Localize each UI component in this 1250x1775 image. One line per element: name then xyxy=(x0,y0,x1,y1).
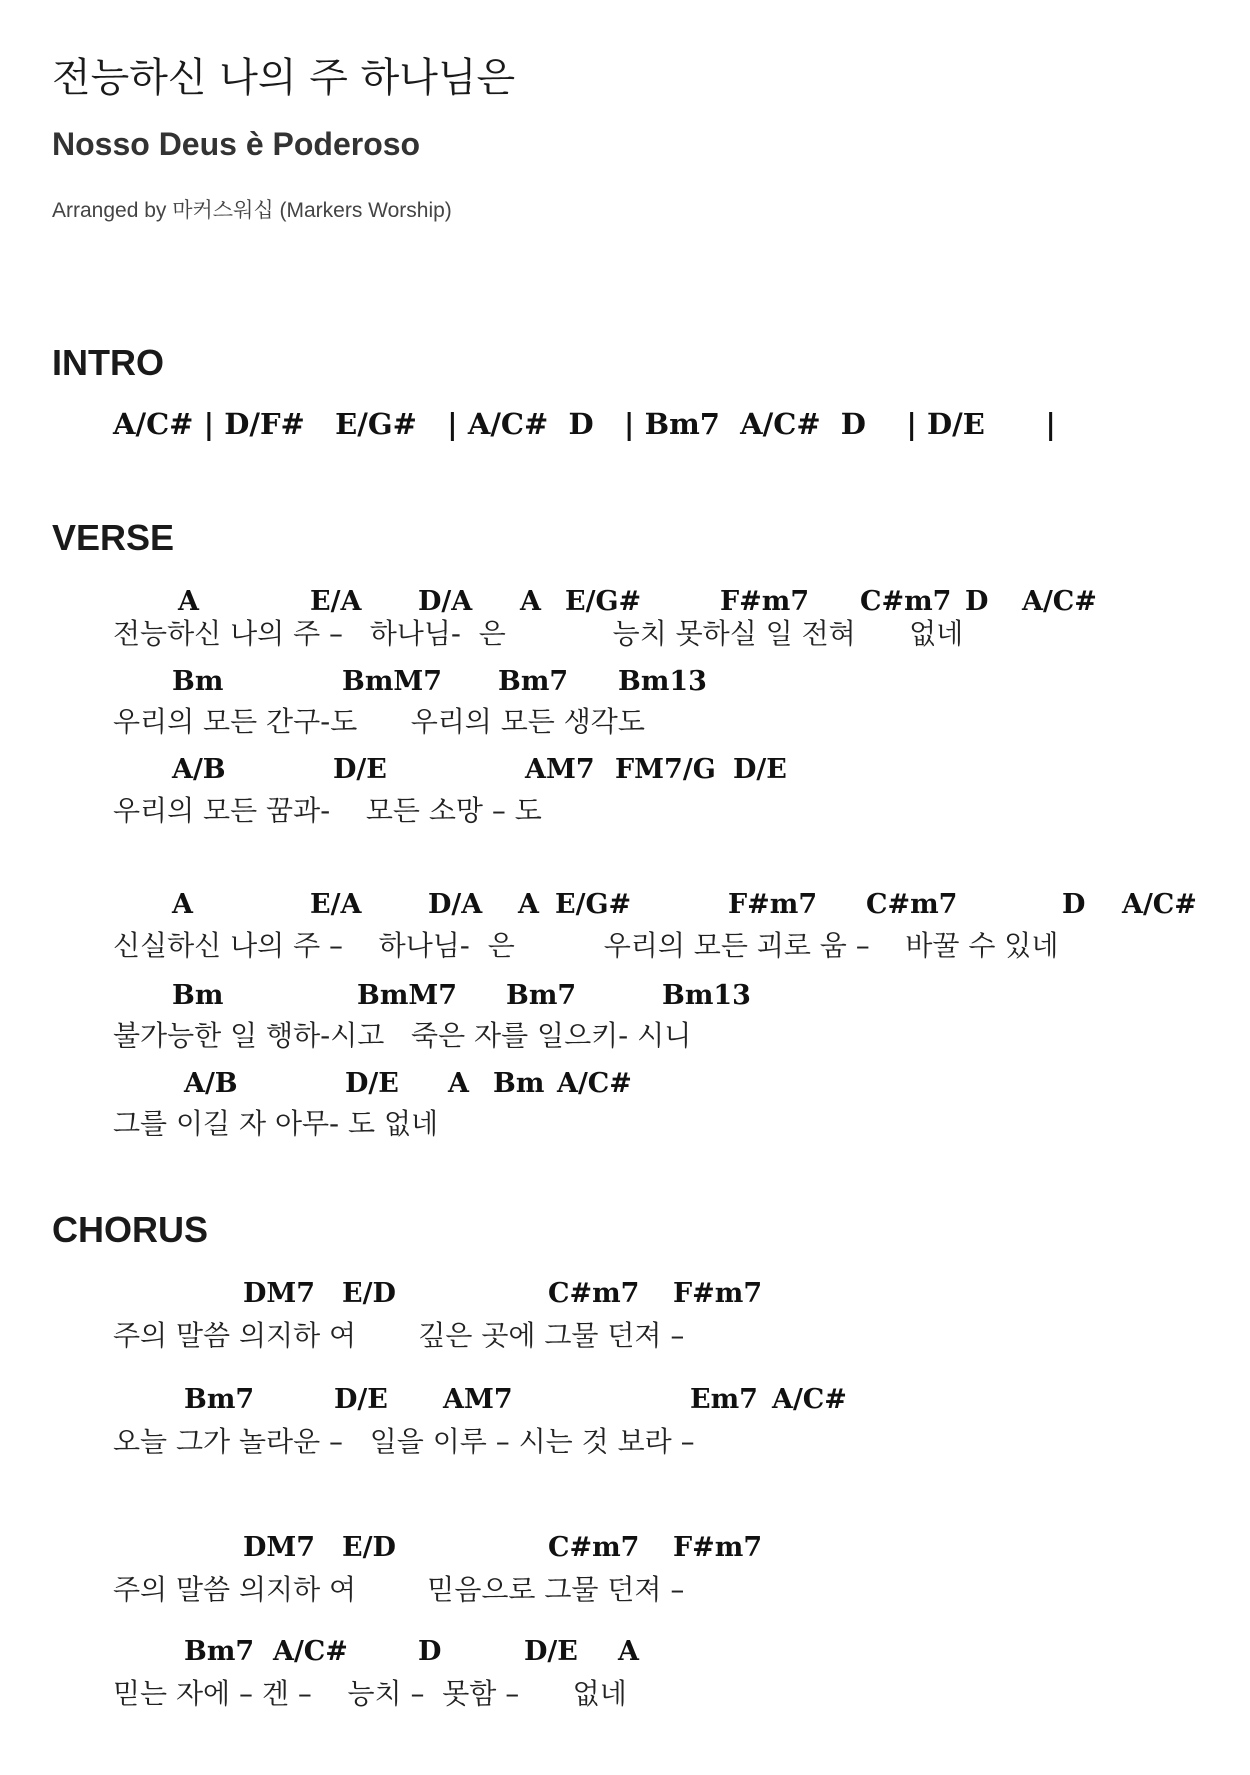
chord-row xyxy=(0,982,1250,1016)
lyric-line: 믿는 자에 – 겐 – 능치 – 못함 – 없네 xyxy=(113,1677,627,1710)
chord: D/E xyxy=(733,754,787,785)
chord: A xyxy=(172,889,193,920)
chord: Bm xyxy=(172,666,224,697)
chord: E/A xyxy=(310,889,362,920)
chord: A xyxy=(518,889,539,920)
chord: D/E xyxy=(334,1384,388,1415)
chord: C#m7 xyxy=(860,586,952,617)
chord: A/B xyxy=(172,754,226,785)
song-title: 전능하신 나의 주 하나님은 xyxy=(52,55,516,101)
chord: D/E xyxy=(333,754,387,785)
chord: C#m7 xyxy=(548,1532,640,1563)
song-subtitle: Nosso Deus è Poderoso xyxy=(52,126,421,162)
chord: F#m7 xyxy=(673,1532,763,1563)
lyric-line: 주의 말씀 의지하 여 믿음으로 그물 던져 – xyxy=(113,1573,685,1606)
chord-row xyxy=(0,668,1250,702)
chord: Bm13 xyxy=(662,980,751,1011)
chord: F#m7 xyxy=(728,889,818,920)
section-label-verse: VERSE xyxy=(52,517,175,558)
chord: A/C# xyxy=(1122,889,1197,920)
section-label-intro: INTRO xyxy=(52,342,164,383)
chord: AM7 xyxy=(443,1384,513,1415)
chord: A xyxy=(520,586,541,617)
chord: Bm7 xyxy=(184,1384,255,1415)
lyric-line: 오늘 그가 놀라운 – 일을 이루 – 시는 것 보라 – xyxy=(113,1425,695,1458)
chord: Bm7 xyxy=(498,666,569,697)
chord: C#m7 xyxy=(866,889,958,920)
chord: DM7 xyxy=(243,1532,316,1563)
chord: E/G# xyxy=(565,586,642,617)
lyric-line: 전능하신 나의 주 – 하나님- 은 능치 못하실 일 전혀 없네 xyxy=(113,617,964,650)
chord-row xyxy=(0,756,1250,790)
chord: DM7 xyxy=(243,1278,316,1309)
chord: D/E xyxy=(345,1068,399,1099)
lyric-line: 주의 말씀 의지하 여 깊은 곳에 그물 던져 – xyxy=(113,1319,685,1352)
chord: Em7 xyxy=(690,1384,758,1415)
chord: Bm xyxy=(172,980,224,1011)
chord: A/B xyxy=(184,1068,238,1099)
chord: Bm13 xyxy=(618,666,707,697)
chord-row xyxy=(0,1386,1250,1420)
chord: A xyxy=(618,1636,639,1667)
chord: D xyxy=(418,1636,442,1667)
chord: A/C# xyxy=(772,1384,847,1415)
chord-row xyxy=(0,1534,1250,1568)
lyric-line: 그를 이길 자 아무- 도 없네 xyxy=(113,1107,439,1140)
chord: A/C# xyxy=(557,1068,632,1099)
lyric-line: 신실하신 나의 주 – 하나님- 은 우리의 모든 괴로 움 – 바꿀 수 있네 xyxy=(113,929,1059,962)
section-label-chorus: CHORUS xyxy=(52,1209,209,1250)
chord: E/D xyxy=(342,1532,396,1563)
chord-row xyxy=(0,1638,1250,1672)
chord: A xyxy=(178,586,199,617)
chord-row xyxy=(0,891,1250,925)
chord: Bm7 xyxy=(506,980,577,1011)
chord: C#m7 xyxy=(548,1278,640,1309)
chord: E/D xyxy=(342,1278,396,1309)
chord-row xyxy=(0,1280,1250,1314)
chord: BmM7 xyxy=(342,666,443,697)
lyric-line: 불가능한 일 행하-시고 죽은 자를 일으키- 시니 xyxy=(113,1019,692,1052)
chord-row xyxy=(0,1070,1250,1104)
lyric-line: 우리의 모든 간구-도 우리의 모든 생각도 xyxy=(113,705,645,738)
intro-chord-line: A/C# | D/F# E/G# | A/C# D | Bm7 A/C# D | D/E | xyxy=(113,407,1056,441)
chord: D xyxy=(1062,889,1086,920)
lyric-line: 우리의 모든 꿈과- 모든 소망 – 도 xyxy=(113,794,542,827)
chord: A/C# xyxy=(273,1636,348,1667)
chord: D/E xyxy=(524,1636,578,1667)
chord: BmM7 xyxy=(357,980,458,1011)
chord: D/A xyxy=(418,586,473,617)
chord: D/A xyxy=(428,889,483,920)
chord: F#m7 xyxy=(720,586,810,617)
chord: E/A xyxy=(310,586,362,617)
chord: A/C# xyxy=(1022,586,1097,617)
arranger-credit: Arranged by 마커스워십 (Markers Worship) xyxy=(52,199,452,222)
chord: Bm xyxy=(493,1068,545,1099)
chord: F#m7 xyxy=(673,1278,763,1309)
chord: Bm7 xyxy=(184,1636,255,1667)
chord: AM7 xyxy=(525,754,595,785)
chord: FM7/G xyxy=(615,754,716,785)
chord: E/G# xyxy=(555,889,632,920)
chord: D xyxy=(965,586,989,617)
chord: A xyxy=(448,1068,469,1099)
